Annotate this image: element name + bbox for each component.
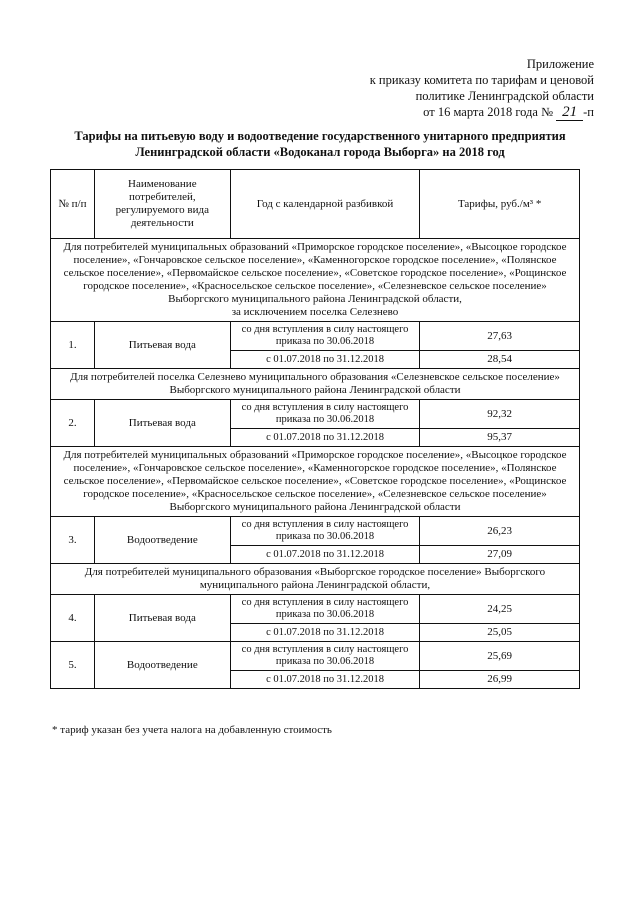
row-tariff: 25,69 — [420, 642, 580, 671]
table-row — [51, 400, 580, 429]
group-heading: Для потребителей поселка Селезнево муниципального образования «Селезневское сельское поселение» Выборгского муниципального района Ленинградской области — [51, 369, 580, 400]
table-row — [51, 322, 580, 351]
row-period: со дня вступления в силу настоящего приказа по 30.06.2018 — [230, 517, 420, 546]
row-num: 5. — [51, 642, 95, 689]
table-row — [51, 595, 580, 624]
appendix-block — [370, 56, 594, 120]
row-tariff: 92,32 — [420, 400, 580, 429]
table-row — [51, 517, 580, 546]
row-period: со дня вступления в силу настоящего приказа по 30.06.2018 — [230, 400, 420, 429]
appendix-line-1: Приложение — [526, 57, 594, 71]
appendix-line-2: к приказу комитета по тарифам и ценовой — [369, 73, 594, 87]
row-name: Водоотведение — [94, 642, 230, 689]
group-heading-extra: за исключением поселка Селезнево — [231, 306, 399, 318]
row-num: 1. — [51, 322, 95, 369]
tariff-table — [50, 169, 580, 689]
row-tariff: 26,99 — [420, 671, 580, 689]
group-heading — [51, 239, 580, 322]
row-num: 3. — [51, 517, 95, 564]
row-name: Питьевая вода — [94, 400, 230, 447]
row-period: со дня вступления в силу настоящего приказа по 30.06.2018 — [230, 595, 420, 624]
row-period: с 01.07.2018 по 31.12.2018 — [230, 429, 420, 447]
appendix-date-line — [370, 104, 594, 120]
row-name: Питьевая вода — [94, 322, 230, 369]
group-heading-row — [51, 369, 580, 400]
row-period: с 01.07.2018 по 31.12.2018 — [230, 671, 420, 689]
table-row — [51, 642, 580, 671]
row-period: со дня вступления в силу настоящего приказа по 30.06.2018 — [230, 642, 420, 671]
order-suffix: -п — [583, 105, 594, 119]
row-period: с 01.07.2018 по 31.12.2018 — [230, 546, 420, 564]
row-tariff: 95,37 — [420, 429, 580, 447]
document-title — [40, 128, 600, 160]
row-tariff: 28,54 — [420, 351, 580, 369]
header-tariff: Тарифы, руб./м³ * — [420, 170, 580, 239]
group-heading: Для потребителей муниципального образования «Выборгское городское поселение» Выборгского муниципального района Ленинградской области, — [51, 564, 580, 595]
row-tariff: 26,23 — [420, 517, 580, 546]
group-heading: Для потребителей муниципальных образований «Приморское городское поселение», «Высоцкое городское поселение», «Гончаровское сельское поселение», «Каменногорское городское поселение», «Полянское сельское поселение», «Первомайское сельское поселение», «Советское городское поселение», «Рощинское городское поселение», «Красносельское сельское поселение», «Селезневское сельское поселение» Выборгского муниципального района Ленинградской области — [51, 447, 580, 517]
table-header-row — [51, 170, 580, 239]
header-name: Наименование потребителей, регулируемого вида деятельности — [94, 170, 230, 239]
row-tariff: 25,05 — [420, 624, 580, 642]
group-heading-text: Для потребителей муниципальных образований «Приморское городское поселение», «Высоцкое городское поселение», «Гончаровское сельское поселение», «Каменногорское городское поселение», «Полянское сельское поселение», «Первомайское сельское поселение», «Советское городское поселение», «Рощинское городское поселение», «Красносельское сельское поселение», «Селезневское сельское поселение» Выборгского муниципального района Ленинградской области, — [63, 241, 567, 305]
appendix-date: от 16 марта 2018 года № — [423, 105, 554, 119]
appendix-line-3: политике Ленинградской области — [415, 89, 594, 103]
title-line-2: Ленинградской области «Водоканал города Выборга» на 2018 год — [135, 145, 505, 159]
row-tariff: 24,25 — [420, 595, 580, 624]
row-name: Водоотведение — [94, 517, 230, 564]
row-num: 4. — [51, 595, 95, 642]
title-line-1: Тарифы на питьевую воду и водоотведение государственного унитарного предприятия — [74, 129, 566, 143]
header-num: № п/п — [51, 170, 95, 239]
row-num: 2. — [51, 400, 95, 447]
group-heading-row — [51, 239, 580, 322]
group-heading-row — [51, 447, 580, 517]
footnote: * тариф указан без учета налога на добавленную стоимость — [52, 724, 332, 736]
row-tariff: 27,09 — [420, 546, 580, 564]
row-name: Питьевая вода — [94, 595, 230, 642]
order-number: 21 — [556, 104, 583, 121]
header-period: Год с календарной разбивкой — [230, 170, 420, 239]
row-period: с 01.07.2018 по 31.12.2018 — [230, 351, 420, 369]
row-tariff: 27,63 — [420, 322, 580, 351]
group-heading-row — [51, 564, 580, 595]
row-period: со дня вступления в силу настоящего приказа по 30.06.2018 — [230, 322, 420, 351]
row-period: с 01.07.2018 по 31.12.2018 — [230, 624, 420, 642]
